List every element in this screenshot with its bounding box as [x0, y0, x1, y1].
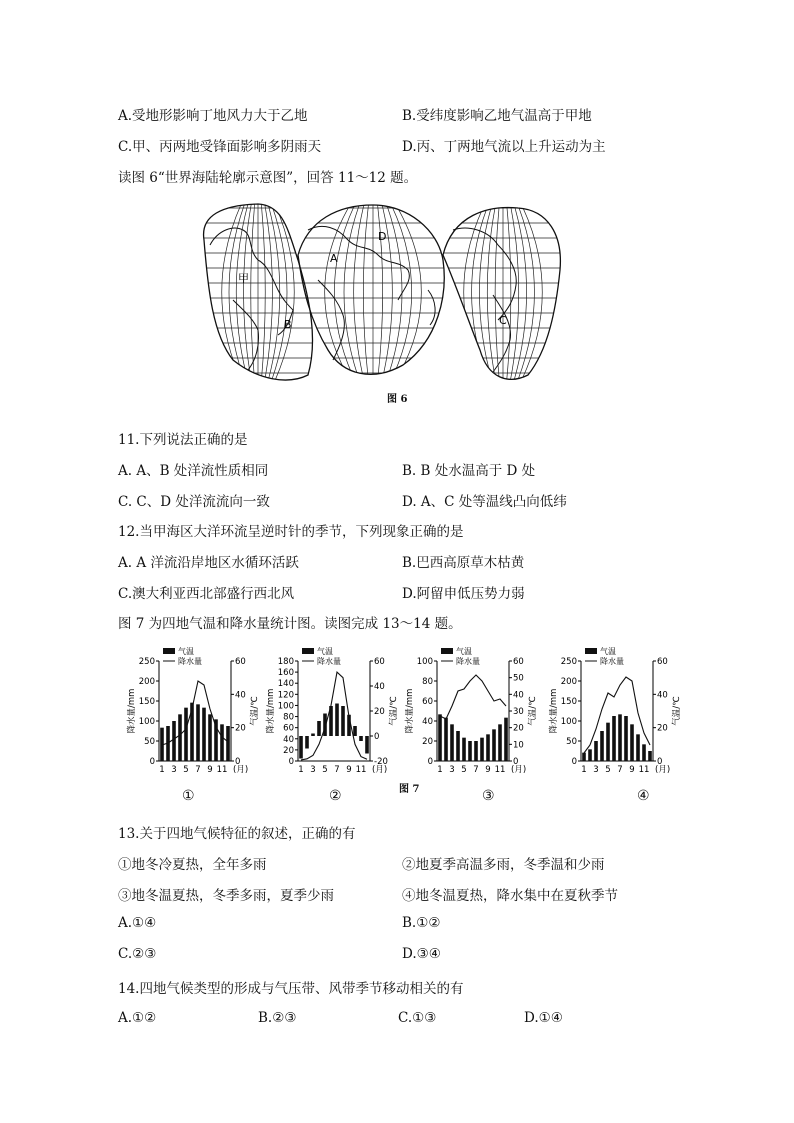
- month-tick-label: 1: [581, 765, 587, 775]
- q10-option-c: C.甲、丙两地受锋面影响多阴雨天: [118, 139, 322, 155]
- precip-tick-label: 160: [277, 668, 294, 679]
- temp-bar: [468, 741, 472, 761]
- legend-temp-label: 气温: [600, 647, 616, 656]
- fig7-caption: 图 7: [399, 784, 420, 795]
- temp-bar: [226, 726, 230, 761]
- temp-bar: [642, 744, 646, 761]
- precip-tick-label: 60: [422, 697, 433, 707]
- q11-option-c: C. C、D 处洋流流向一致: [118, 494, 270, 510]
- precip-tick-label: 140: [277, 679, 294, 690]
- temp-bar: [612, 716, 616, 761]
- map-label-d: D: [378, 230, 387, 243]
- precip-axis-label: 降水量/mm: [549, 688, 559, 734]
- precip-line: [440, 675, 506, 719]
- month-tick-label: 11: [216, 765, 228, 775]
- map-graticule: [198, 200, 568, 385]
- temp-tick-label: 0: [235, 757, 241, 767]
- q11-option-a: A. A、B 处洋流性质相同: [118, 463, 269, 479]
- climate-chart-4: [548, 645, 688, 780]
- climate-chart-1: [126, 645, 266, 780]
- map-label-c: C: [499, 314, 507, 327]
- q14-option-c: C.①③: [398, 1010, 437, 1026]
- temp-bar: [600, 731, 604, 761]
- q10-option-d: D.丙、丁两地气流以上升运动为主: [402, 139, 606, 155]
- precip-tick-label: 0: [427, 757, 433, 767]
- temp-bar: [202, 708, 206, 761]
- temp-axis-label: 气温/℃: [528, 696, 538, 726]
- month-tick-label: 7: [195, 765, 201, 775]
- temp-bar: [359, 736, 363, 741]
- q13-option-b: B.①②: [402, 915, 441, 931]
- precip-tick-label: 80: [422, 677, 433, 687]
- temp-bar: [504, 718, 508, 761]
- temp-tick-label: 0: [513, 757, 519, 767]
- temp-tick-label: 40: [374, 682, 385, 692]
- map-intro: 读图 6“世界海陆轮廓示意图”，回答 11～12 题。: [118, 170, 418, 186]
- q11-option-d: D. A、C 处等温线凸向低纬: [402, 494, 567, 510]
- temp-tick-label: -20: [374, 757, 388, 767]
- month-tick-label: 11: [355, 765, 367, 775]
- legend-precip-label: 降水量: [600, 657, 624, 666]
- temp-bar: [208, 714, 212, 761]
- precip-tick-label: 0: [149, 757, 155, 767]
- temp-axis-label: 气温/℃: [672, 696, 682, 726]
- precip-tick-label: 80: [283, 712, 294, 723]
- month-unit-label: (月): [372, 765, 388, 775]
- precip-tick-label: 120: [277, 690, 294, 701]
- legend-temp-label: 气温: [317, 647, 333, 656]
- temp-bar: [438, 714, 442, 761]
- month-tick-label: 11: [638, 765, 650, 775]
- climate-chart-2: [265, 645, 405, 780]
- month-tick-label: 5: [183, 765, 189, 775]
- temp-bar: [630, 724, 634, 761]
- q14-option-d: D.①④: [524, 1010, 563, 1026]
- legend-temp-swatch: [163, 648, 175, 654]
- month-tick-label: 9: [207, 765, 213, 775]
- legend-temp-swatch: [302, 648, 314, 654]
- temp-tick-label: 30: [513, 707, 524, 717]
- temp-tick-label: 60: [374, 657, 385, 667]
- month-tick-label: 5: [461, 765, 467, 775]
- month-tick-label: 3: [310, 765, 316, 775]
- q14-stem: 14.四地气候类型的形成与气压带、风带季节移动相关的有: [118, 981, 464, 997]
- temp-bar: [492, 729, 496, 761]
- month-tick-label: 9: [629, 765, 635, 775]
- precip-tick-label: 100: [277, 701, 294, 712]
- temp-bar: [606, 723, 610, 761]
- temp-tick-label: 40: [513, 690, 524, 701]
- temp-bar: [486, 734, 490, 761]
- temp-tick-label: 60: [235, 657, 246, 667]
- legend-precip-label: 降水量: [317, 657, 341, 666]
- q12-option-b: B.巴西高原草木枯黄: [402, 555, 525, 571]
- chart-label-4: ④: [637, 788, 650, 804]
- q13-option-c: C.②③: [118, 946, 157, 962]
- month-tick-label: 9: [485, 765, 491, 775]
- legend-temp-label: 气温: [456, 647, 472, 656]
- q13-statement-2: ②地夏季高温多雨，冬季温和少雨: [402, 857, 605, 873]
- precip-axis-label: 降水量/mm: [266, 688, 276, 734]
- temp-tick-label: 20: [657, 723, 668, 734]
- legend-temp-swatch: [441, 648, 453, 654]
- q10-option-b: B.受纬度影响乙地气温高于甲地: [402, 108, 592, 124]
- q13-option-a: A.①④: [118, 915, 157, 931]
- month-unit-label: (月): [655, 765, 671, 775]
- temp-tick-label: 20: [235, 723, 246, 734]
- temp-bar: [299, 736, 303, 759]
- q12-stem: 12.当甲海区大洋环流呈逆时针的季节，下列现象正确的是: [118, 524, 464, 540]
- month-tick-label: 3: [171, 765, 177, 775]
- precip-line: [301, 672, 367, 760]
- precip-tick-label: 180: [277, 657, 294, 667]
- month-unit-label: (月): [233, 765, 249, 775]
- precip-tick-label: 50: [144, 737, 155, 747]
- month-tick-label: 1: [298, 765, 304, 775]
- temp-bar: [335, 704, 339, 737]
- q13-option-d: D.③④: [402, 946, 441, 962]
- precip-tick-label: 250: [560, 657, 577, 667]
- month-tick-label: 1: [437, 765, 443, 775]
- temp-bar: [196, 704, 200, 761]
- precip-tick-label: 250: [138, 657, 155, 667]
- precip-tick-label: 20: [422, 737, 433, 747]
- precip-tick-label: 150: [138, 697, 155, 707]
- temp-bar: [220, 724, 224, 761]
- month-tick-label: 1: [159, 765, 165, 775]
- temp-tick-label: 60: [513, 657, 524, 667]
- legend-precip-label: 降水量: [178, 657, 202, 666]
- temp-axis-label: 气温/℃: [250, 696, 260, 726]
- map-label-jia: 甲: [238, 272, 249, 285]
- legend-temp-label: 气温: [178, 647, 194, 656]
- temp-bar: [618, 714, 622, 761]
- precip-axis-label: 降水量/mm: [405, 688, 415, 734]
- precip-line: [584, 677, 650, 753]
- precip-tick-label: 40: [422, 717, 433, 727]
- temp-tick-label: 40: [235, 690, 246, 701]
- precip-tick-label: 200: [138, 677, 155, 687]
- precip-axis-label: 降水量/mm: [127, 688, 137, 734]
- q13-statement-4: ④地冬温夏热，降水集中在夏秋季节: [402, 888, 618, 904]
- chart-label-3: ③: [482, 788, 495, 804]
- precip-line: [162, 681, 228, 745]
- precip-tick-label: 40: [283, 734, 294, 745]
- q13-statement-1: ①地冬冷夏热，全年多雨: [118, 857, 267, 873]
- q11-stem: 11.下列说法正确的是: [118, 432, 248, 448]
- chart-label-2: ②: [329, 788, 342, 804]
- temp-bar: [624, 716, 628, 761]
- q12-option-d: D.阿留申低压势力弱: [402, 586, 525, 602]
- month-tick-label: 7: [334, 765, 340, 775]
- temp-bar: [305, 736, 309, 749]
- q13-statement-3: ③地冬温夏热，冬季多雨，夏季少雨: [118, 888, 334, 904]
- month-tick-label: 5: [605, 765, 611, 775]
- month-tick-label: 5: [322, 765, 328, 775]
- temp-bar: [474, 741, 478, 761]
- month-tick-label: 7: [617, 765, 623, 775]
- temp-tick-label: 0: [374, 732, 380, 742]
- q14-option-b: B.②③: [258, 1010, 297, 1026]
- temp-bar: [636, 734, 640, 761]
- climate-chart-3: [404, 645, 544, 780]
- precip-tick-label: 100: [416, 657, 433, 667]
- temp-tick-label: 0: [657, 757, 663, 767]
- charts-intro: 图 7 为四地气温和降水量统计图。读图完成 13～14 题。: [118, 616, 462, 632]
- temp-bar: [184, 708, 188, 761]
- temp-tick-label: 60: [657, 657, 668, 667]
- temp-bar: [172, 721, 176, 761]
- precip-tick-label: 200: [560, 677, 577, 687]
- precip-tick-label: 50: [566, 737, 577, 747]
- temp-bar: [462, 738, 466, 761]
- temp-tick-label: 50: [513, 673, 524, 684]
- month-tick-label: 3: [449, 765, 455, 775]
- temp-tick-label: 10: [513, 740, 524, 751]
- precip-tick-label: 150: [560, 697, 577, 707]
- q12-option-a: A. A 洋流沿岸地区水循环活跃: [118, 555, 299, 571]
- temp-bar: [594, 741, 598, 761]
- world-map-figure: [198, 200, 578, 385]
- fig6-caption: 图 6: [387, 394, 408, 405]
- precip-tick-label: 100: [138, 717, 155, 727]
- q14-option-a: A.①②: [118, 1010, 157, 1026]
- map-label-a: A: [330, 252, 338, 265]
- temp-bar: [498, 724, 502, 761]
- q12-option-c: C.澳大利亚西北部盛行西北风: [118, 586, 295, 602]
- temp-tick-label: 20: [374, 707, 385, 717]
- legend-temp-swatch: [585, 648, 597, 654]
- month-tick-label: 7: [473, 765, 479, 775]
- temp-bar: [365, 736, 369, 754]
- temp-bar: [582, 753, 586, 761]
- month-tick-label: 11: [494, 765, 506, 775]
- temp-bar: [317, 721, 321, 736]
- chart-label-1: ①: [182, 788, 195, 804]
- map-label-b: B: [284, 318, 292, 331]
- temp-bar: [353, 726, 357, 736]
- legend-precip-label: 降水量: [456, 657, 480, 666]
- month-tick-label: 3: [593, 765, 599, 775]
- temp-bar: [450, 724, 454, 761]
- precip-tick-label: 20: [283, 745, 294, 756]
- precip-tick-label: 60: [283, 723, 294, 734]
- temp-bar: [648, 751, 652, 761]
- temp-tick-label: 20: [513, 723, 524, 734]
- temp-bar: [444, 718, 448, 761]
- q11-option-b: B. B 处水温高于 D 处: [402, 463, 536, 479]
- precip-tick-label: 100: [560, 717, 577, 727]
- temp-bar: [480, 738, 484, 761]
- q10-option-a: A.受地形影响丁地风力大于乙地: [118, 108, 308, 124]
- temp-axis-label: 气温/℃: [389, 696, 399, 726]
- temp-bar: [588, 749, 592, 761]
- temp-bar: [311, 734, 315, 737]
- temp-tick-label: 40: [657, 690, 668, 701]
- temp-bar: [341, 706, 345, 736]
- precip-tick-label: 0: [571, 757, 577, 767]
- month-unit-label: (月): [511, 765, 527, 775]
- temp-bar: [178, 714, 182, 761]
- q13-stem: 13.关于四地气候特征的叙述，正确的有: [118, 826, 356, 842]
- precip-tick-label: 0: [288, 757, 294, 767]
- month-tick-label: 9: [346, 765, 352, 775]
- temp-bar: [456, 731, 460, 761]
